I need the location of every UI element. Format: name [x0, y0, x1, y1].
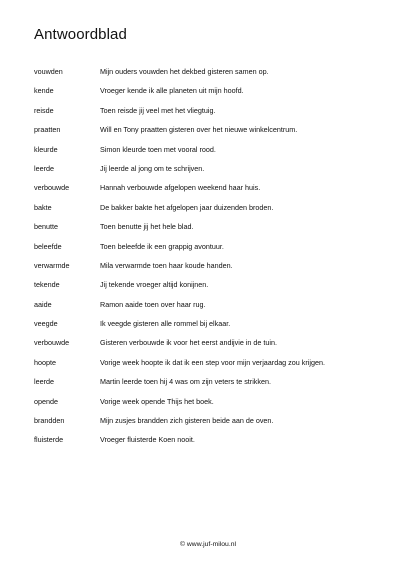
page-title: Antwoordblad: [34, 26, 127, 43]
answer-sentence: Vorige week hoopte ik dat ik een step voor mijn verjaardag zou krijgen.: [100, 357, 325, 367]
answer-sentence: Vroeger fluisterde Koen nooit.: [100, 435, 195, 445]
answer-sentence: Jij leerde al jong om te schrijven.: [100, 163, 205, 173]
answer-sentence: Will en Tony praatten gisteren over het nieuwe winkelcentrum.: [100, 125, 298, 135]
answer-word: verwarmde: [34, 260, 70, 270]
answer-row: [34, 222, 404, 241]
answer-word: verbouwde: [34, 183, 70, 193]
answer-sentence: Simon kleurde toen met vooral rood.: [100, 144, 216, 154]
answer-row: [34, 416, 404, 435]
answer-word: kleurde: [34, 144, 58, 154]
answer-word: kende: [34, 86, 54, 96]
answer-sentence: Toen beleefde ik een grappig avontuur.: [100, 241, 224, 251]
answer-row: [34, 86, 404, 105]
answer-word: veegde: [34, 319, 58, 329]
answer-row: [34, 242, 404, 261]
answer-row: [34, 67, 404, 86]
answer-list: [34, 67, 404, 455]
answer-sentence: Martin leerde toen hij 4 was om zijn veters te strikken.: [100, 377, 271, 387]
answer-sentence: Ik veegde gisteren alle rommel bij elkaar.: [100, 319, 231, 329]
answer-sentence: Toen reisde jij veel met het vliegtuig.: [100, 105, 216, 115]
answer-word: leerde: [34, 163, 54, 173]
answer-row: [34, 183, 404, 202]
answer-row: [34, 280, 404, 299]
answer-row: [34, 106, 404, 125]
answer-word: fluisterde: [34, 435, 64, 445]
answer-sentence: Mijn zusjes brandden zich gisteren beide aan de oven.: [100, 416, 274, 426]
answer-row: [34, 377, 404, 396]
answer-sentence: De bakker bakte het afgelopen jaar duizenden broden.: [100, 202, 274, 212]
answer-row: [34, 338, 404, 357]
answer-sentence: Jij tekende vroeger altijd konijnen.: [100, 280, 209, 290]
answer-sentence: Ramon aaide toen over haar rug.: [100, 299, 206, 309]
answer-sentence: Toen benutte jij het hele blad.: [100, 222, 194, 232]
answer-word: vouwden: [34, 67, 63, 76]
answer-word: reisde: [34, 105, 54, 115]
answer-word: praatten: [34, 125, 61, 135]
answer-sentence: Vroeger kende ik alle planeten uit mijn hoofd.: [100, 86, 244, 96]
answer-word: aaide: [34, 299, 52, 309]
answer-sentence: Hannah verbouwde afgelopen weekend haar huis.: [100, 183, 261, 193]
answer-row: [34, 397, 404, 416]
answer-row: [34, 164, 404, 183]
answer-word: beleefde: [34, 241, 62, 251]
answer-row: [34, 300, 404, 319]
answer-row: [34, 125, 404, 144]
answer-word: opende: [34, 396, 58, 406]
answer-row: [34, 145, 404, 164]
footer-copyright: © www.juf-milou.nl: [180, 541, 236, 548]
answer-word: leerde: [34, 377, 54, 387]
answer-word: tekende: [34, 280, 60, 290]
answer-word: benutte: [34, 222, 58, 232]
answer-row: [34, 319, 404, 338]
answer-sentence: Mila verwarmde toen haar koude handen.: [100, 260, 233, 270]
answer-row: [34, 203, 404, 222]
answer-word: bakte: [34, 202, 52, 212]
answer-row: [34, 261, 404, 280]
answer-word: hoopte: [34, 357, 56, 367]
answer-sentence: Gisteren verbouwde ik voor het eerst andijvie in de tuin.: [100, 338, 277, 348]
answer-row: [34, 358, 404, 377]
answer-sentence: Vorige week opende Thijs het boek.: [100, 396, 214, 406]
answer-row: [34, 435, 404, 454]
answer-word: verbouwde: [34, 338, 70, 348]
answer-sentence: Mijn ouders vouwden het dekbed gisteren samen op.: [100, 67, 269, 76]
answer-word: brandden: [34, 416, 65, 426]
